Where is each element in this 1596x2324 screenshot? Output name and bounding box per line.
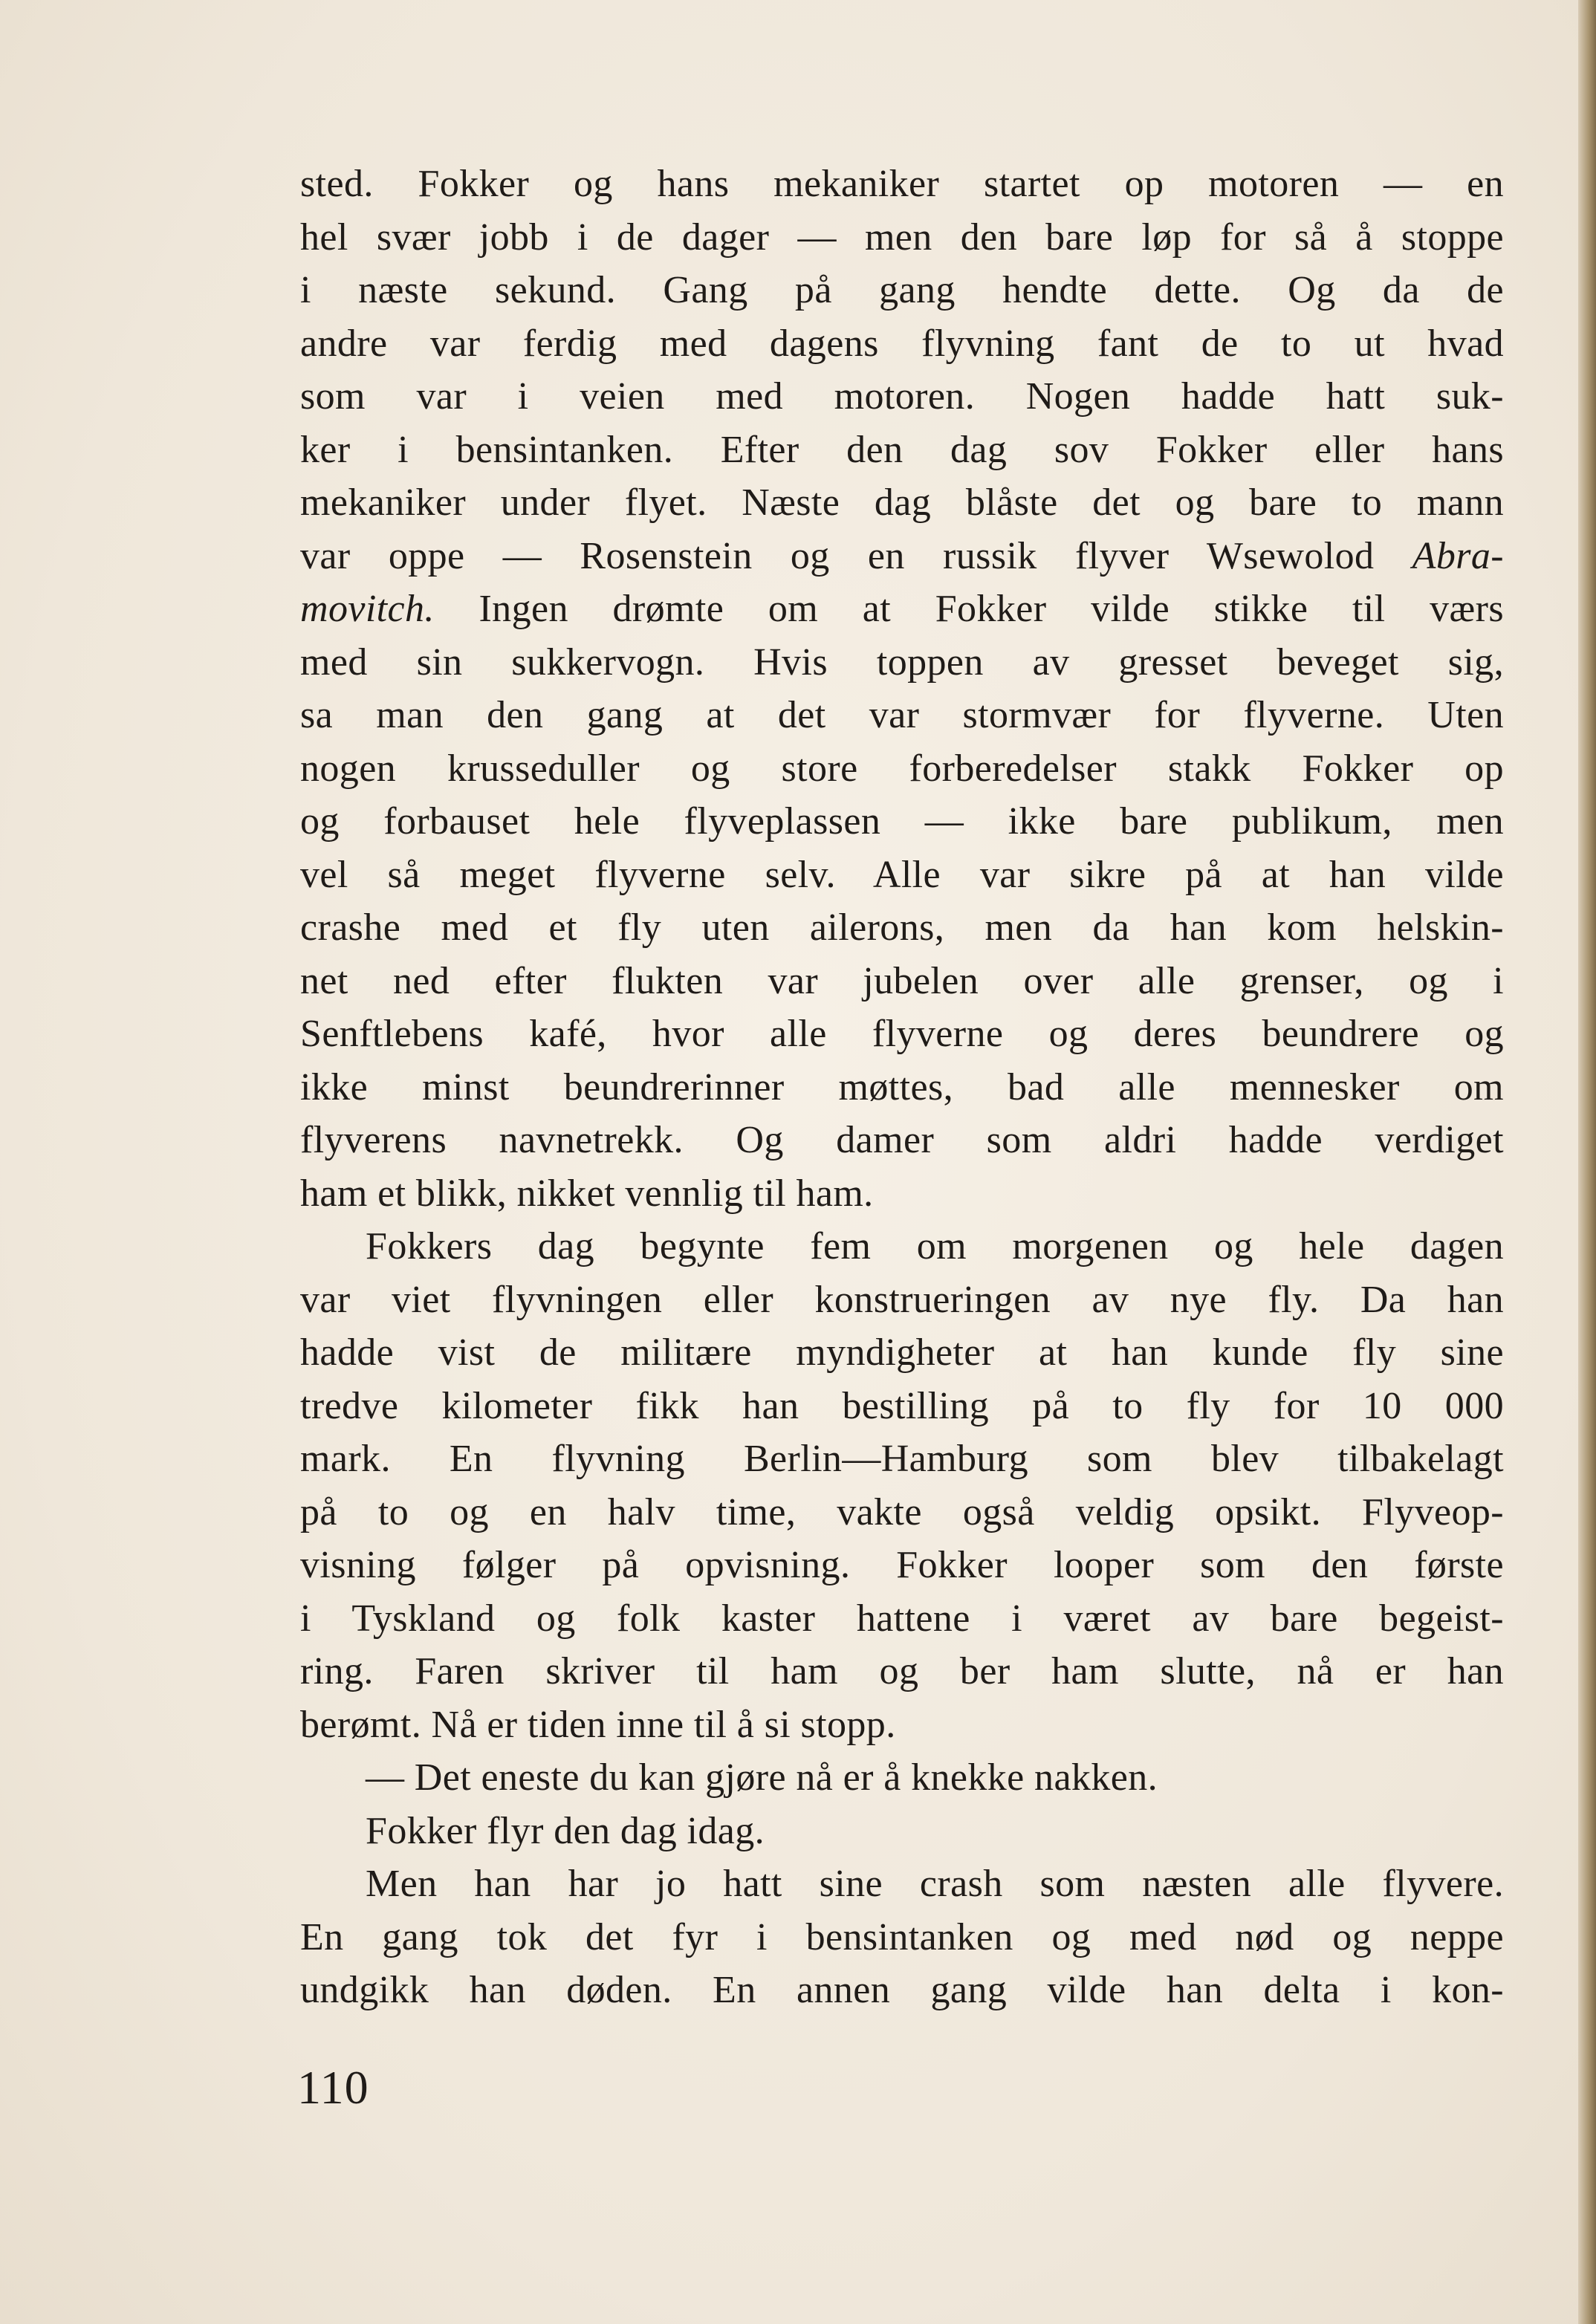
text-line: mark. En flyvning Berlin—Hamburg som blev tilbakelagt (300, 1438, 1504, 1480)
text-line: sa man den gang at det var stormvær for flyverne. Uten (300, 694, 1504, 736)
text-line: — Det eneste du kan gjøre nå er å knekke nakken. (366, 1756, 1158, 1799)
text-line: Fokker flyr den dag idag. (366, 1809, 765, 1852)
text-line: Men han har jo hatt sine crash som næsten alle flyvere. (366, 1863, 1504, 1905)
text-line: ker i bensintanken. Efter den dag sov Fokker eller hans (300, 428, 1504, 471)
text-line: og forbauset hele flyveplassen — ikke bare publikum, men (300, 800, 1504, 843)
text-line: med sin sukkervogn. Hvis toppen av gresset beveget sig, (300, 640, 1504, 684)
text-line: net ned efter flukten var jubelen over alle grenser, og i (300, 959, 1504, 1002)
text-line: i Tyskland og folk kaster hattene i været av bare begeist- (300, 1597, 1504, 1640)
text-line: sted. Fokker og hans mekaniker startet op motoren — en (300, 163, 1504, 205)
text-line: Fokkers dag begynte fem om morgenen og hele dagen (366, 1225, 1504, 1268)
text-line: undgikk han døden. En annen gang vilde han delta i kon- (300, 1969, 1504, 2011)
text-line: som var i veien med motoren. Nogen hadde hatt suk- (300, 375, 1504, 418)
page-number: 110 (297, 2061, 369, 2114)
text-line: berømt. Nå er tiden inne til å si stopp. (300, 1703, 896, 1746)
text-line: hel svær jobb i de dager — men den bare løp for så å stoppe (300, 215, 1504, 259)
text-line: nogen krusseduller og store forberedelser stakk Fokker op (300, 747, 1504, 790)
body-text (300, 158, 1504, 2017)
text-line: crashe med et fly uten ailerons, men da han kom helskin- (300, 906, 1504, 949)
text-line: flyverens navnetrekk. Og damer som aldri hadde verdiget (300, 1119, 1504, 1161)
text-line: movitch. Ingen drømte om at Fokker vilde stikke til værs (300, 588, 1504, 630)
text-line: ikke minst beundrerinner møttes, bad alle mennesker om (300, 1065, 1504, 1109)
text-line: ham et blikk, nikket vennlig til ham. (300, 1172, 874, 1215)
text-line: var viet flyvningen eller konstrueringen av nye fly. Da han (300, 1278, 1504, 1321)
text-line: hadde vist de militære myndigheter at han kunde fly sine (300, 1331, 1504, 1374)
text-line: andre var ferdig med dagens flyvning fant de to ut hvad (300, 322, 1504, 365)
text-line: ring. Faren skriver til ham og ber ham slutte, nå er han (300, 1650, 1504, 1692)
text-line: visning følger på opvisning. Fokker looper som den første (300, 1544, 1504, 1586)
page-edge-shadow (1578, 0, 1596, 2324)
text-line: var oppe — Rosenstein og en russik flyver Wsewolod Abra- (300, 534, 1504, 577)
text-line: vel så meget flyverne selv. Alle var sikre på at han vilde (300, 853, 1504, 896)
text-line: En gang tok det fyr i bensintanken og med nød og neppe (300, 1915, 1504, 1958)
text-line: på to og en halv time, vakte også veldig opsikt. Flyveop- (300, 1490, 1504, 1533)
text-line: mekaniker under flyet. Næste dag blåste det og bare to mann (300, 481, 1504, 524)
text-line: i næste sekund. Gang på gang hendte dette. Og da de (300, 269, 1504, 311)
text-line: tredve kilometer fikk han bestilling på to fly for 10 000 (300, 1384, 1504, 1427)
text-line: Senftlebens kafé, hvor alle flyverne og deres beundrere og (300, 1013, 1504, 1055)
